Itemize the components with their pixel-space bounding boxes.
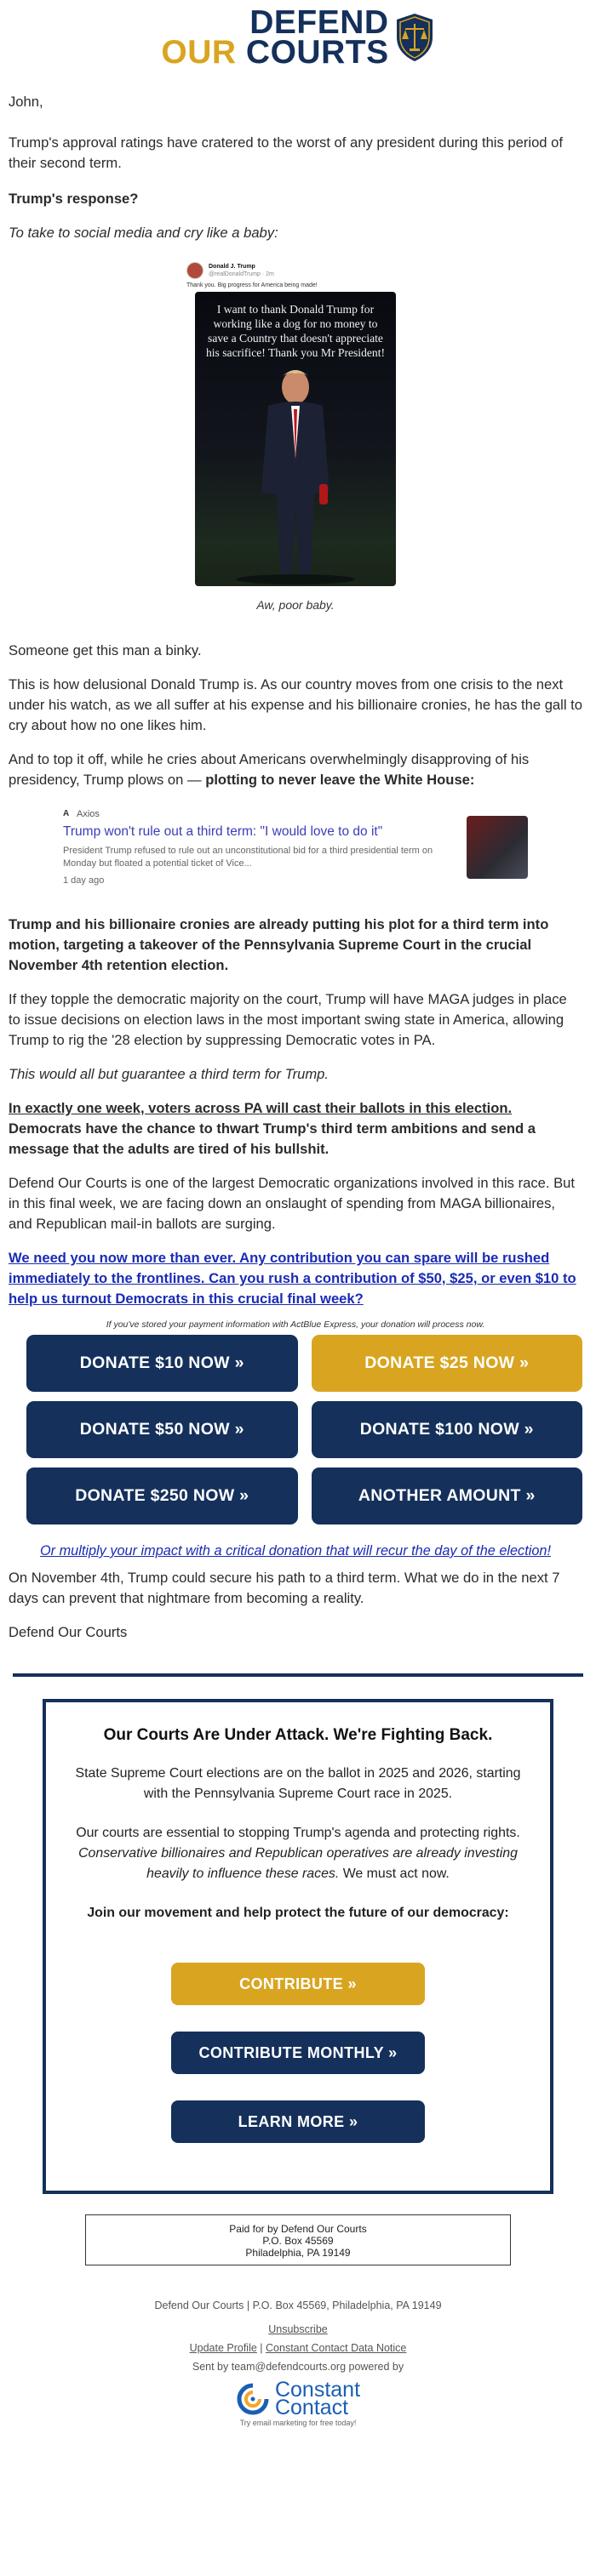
tweet-handle: @realDonaldTrump · 2m [209,271,274,277]
paragraph-largest: Defend Our Courts is one of the largest Democratic organizations involved in this race. But in this final week, we are facing down an onslaught of spending from MAGA billionaires, and Republican mail-in ballots are surging. [9,1175,575,1232]
box-paragraph-essential [66,1823,530,1884]
tweet-avatar [186,262,203,279]
top-off-text: And to top it off, while he cries about Americans overwhelmingly disapproving of his presidency, Trump plows on — [9,751,530,788]
one-week-underlined: In exactly one week, voters across PA will cast their ballots in this election. [9,1100,513,1116]
tweet-author-name: Donald J. Trump [209,264,255,270]
axios-description: President Trump refused to rule out an unconstitutional bid for a third presidential term on Monday but floated a potential ticket of Vice... [63,846,433,869]
logo-line-1: DEFEND [249,3,389,41]
constant-contact-logo[interactable] [0,2378,596,2419]
section-divider [13,1673,583,1677]
contribute-monthly-button[interactable]: CONTRIBUTE MONTHLY » [171,2032,425,2074]
paragraph-binky: Someone get this man a binky. [9,642,202,658]
contribute-button[interactable]: CONTRIBUTE » [171,1963,425,2005]
constant-contact-line-2: Contact [274,2396,349,2419]
donate-other-amount-button[interactable]: ANOTHER AMOUNT » [312,1468,583,1525]
response-heading: Trump's response? [9,191,139,207]
top-off-bold: plotting to never leave the White House: [205,772,475,788]
logo-courts: COURTS [245,34,389,71]
paid-for-line-2: P.O. Box 45569 [262,2235,334,2247]
tweet-photo [195,292,396,586]
actblue-express-note: If you've stored your payment information with ActBlue Express, your donation will process now. [106,1319,485,1330]
box-essential-italic: Conservative billionaires and Republican operatives are already investing heavily to influence these races. [78,1846,518,1881]
tweet-photo-quote: I want to thank Donald Trump for working like a dog for no money to save a Country that doesn't appreciate his sacrifice! Thank you Mr President! [205,303,386,359]
axios-timestamp: 1 day ago [63,875,105,886]
tweet-screenshot [183,259,408,586]
box-title: Our Courts Are Under Attack. We're Fighting Back. [103,1726,493,1744]
constant-contact-line-1: Constant [274,2378,361,2402]
axios-headline[interactable]: Trump won't rule out a third term: "I would love to do it" [63,824,383,839]
paragraph-topple: If they topple the democratic majority on the court, Trump will have MAGA judges in place to issue decisions on election laws in the most important swing state in America, allowing Trump to rig the '28 election by suppressing Democratic votes in PA. [9,991,567,1048]
footer-separator: | [256,2342,266,2354]
donate-250-button[interactable]: DONATE $250 NOW » [26,1468,298,1525]
unsubscribe-link[interactable]: Unsubscribe [268,2323,328,2335]
paragraph-top-off [9,749,582,790]
paragraph-guarantee: This would all but guarantee a third term for Trump. [9,1066,329,1082]
tweet-text: Thank you. Big progress for America being made! [186,282,318,288]
axios-thumbnail [467,816,528,879]
donate-50-button[interactable]: DONATE $50 NOW » [26,1401,298,1458]
one-week-rest: Democrats have the chance to thwart Trump's third term ambitions and send a message that the adults are tired of his bullshit. [9,1120,536,1157]
org-logo[interactable] [0,0,596,70]
constant-contact-tagline: Try email marketing for free today! [239,2419,357,2427]
donate-ask-link[interactable]: We need you now more than ever. Any contribution you can spare will be rushed immediately to the frontlines. Can you rush a contribution of $50, $25, or even $10 to help us turnout Democrats in this crucial final week? [9,1250,576,1307]
trump-figure-illustration [195,365,396,586]
recurring-donation-link[interactable]: Or multiply your impact with a critical donation that will recur the day of the election! [40,1543,551,1559]
paragraph-cronies: Trump and his billionaire cronies are already putting his plot for a third term into motion, targeting a takeover of the Pennsylvania Supreme Court in the crucial November 4th retention election. [9,916,549,973]
box-essential-text: Our courts are essential to stopping Trump's agenda and protecting rights. [76,1826,520,1840]
paragraph-delusional: This is how delusional Donald Trump is. As our country moves from one crisis to the next under his watch, as we all suffer at his expense and his billionaire cronies, he has the gall to cry about how no one likes him. [9,676,582,733]
box-join-line: Join our movement and help protect the future of our democracy: [87,1906,509,1920]
constant-contact-icon [236,2382,270,2416]
footer-address: Defend Our Courts | P.O. Box 45569, Philadelphia, PA 19149 [154,2300,442,2311]
data-notice-link[interactable]: Constant Contact Data Notice [266,2342,407,2354]
paid-for-disclaimer [85,2214,511,2265]
courts-under-attack-box [43,1699,553,2194]
shield-scales-icon [394,12,435,63]
logo-our: OUR [161,34,237,71]
axios-source: Axios [77,809,100,819]
paragraph-nov4: On November 4th, Trump could secure his path to a third term. What we do in the next 7 days can prevent that nightmare from becoming a reality. [9,1570,560,1606]
paid-for-line-3: Philadelphia, PA 19149 [245,2247,351,2259]
signoff: Defend Our Courts [9,1624,128,1640]
sent-by-line: Sent by team@defendcourts.org powered by [192,2361,404,2373]
update-profile-link[interactable]: Update Profile [189,2342,257,2354]
greeting: John, [9,94,43,110]
footer [0,2300,596,2427]
response-line: To take to social media and cry like a baby: [9,225,278,241]
axios-logo-icon: A [63,809,70,818]
learn-more-button[interactable]: LEARN MORE » [171,2100,425,2143]
donate-25-button[interactable]: DONATE $25 NOW » [312,1335,583,1392]
donate-button-grid [0,1335,596,1525]
donate-10-button[interactable]: DONATE $10 NOW » [26,1335,298,1392]
paragraph-one-week [9,1098,582,1160]
donate-100-button[interactable]: DONATE $100 NOW » [312,1401,583,1458]
tweet-caption: Aw, poor baby. [256,598,335,612]
axios-news-card[interactable] [63,809,528,886]
paid-for-line-1: Paid for by Defend Our Courts [229,2223,367,2235]
box-essential-end: We must act now. [339,1866,450,1881]
paragraph-approval: Trump's approval ratings have cratered to the worst of any president during this period of their second term. [9,134,563,171]
box-paragraph-elections: State Supreme Court elections are on the ballot in 2025 and 2026, starting with the Pennsylvania Supreme Court race in 2025. [75,1766,521,1801]
